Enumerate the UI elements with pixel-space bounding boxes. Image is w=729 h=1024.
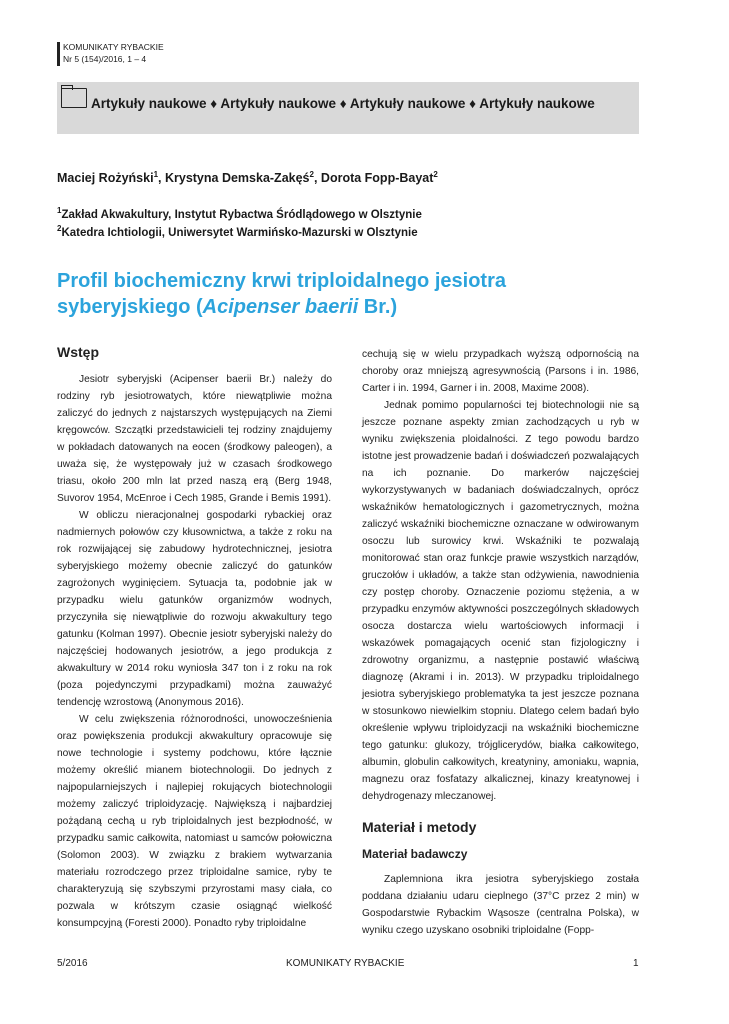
author-3-sup: 2 <box>433 170 438 179</box>
journal-issue: Nr 5 (154)/2016, 1 – 4 <box>63 53 147 64</box>
intro-paragraph-5: Jednak pomimo popularności tej biotechnologii nie są jeszcze poznane aspekty zmian zachodzących u ryb w wyniku zwiększenia ploidalności. Z tego powodu bardzo istotne jest prowadzenie badań i doświadczeń pozwalających na ich poznanie. Do markerów najczęściej wykorzystywanych w badaniach doświadczalnych, oprócz wskaźników hematologicznych i gazometrycznych, można zaliczyć wskaźniki biochemiczne oznaczane w odwirowanym osoczu lub surowicy krwi. Wskaźniki te pozwalają monitorować stan oraz funkcje prawie wszystkich narządów, gruczołów i układów, a także stan odżywienia, nawodnienia czy postęp choroby. Oznaczenie poziomu stężenia, a w przypadku enzymów aktywności poszczególnych składowych osocza dostarcza wielu wartościowych informacji i wskazówek pomagających ocenić stan fizjologiczny i zdrowotny organizmu, a następnie postawić właściwą diagnozę (Akrami i in. 2013). W przypadku triploidalnego jesiotra syberyjskiego problematyka ta jest jeszcze poznana w stosunkowo niewielkim stopniu. Dlatego celem badań było określenie wpływu triploidyzacji na wskaźniki biochemiczne tego gatunku: glukozy, trójglicerydów, białka całkowitego, albumin, globulin całkowitych, kreatyniny, amoniaku, wapnia, magnezu oraz fosfatazy alkalicznej, kinazy kreatynowej i dehydrogenazy mleczanowej. <box>362 400 639 802</box>
intro-paragraph-2: W obliczu nieracjonalnej gospodarki rybackiej oraz nadmiernych połowów czy kłusownictwa, a także z roku na rok rozwijającej się zabudowy hydrotechnicznej, jesiotra syberyjskiego możemy obecnie zaliczyć do gatunków zagrożonych wyginięciem. Sytuacja ta, podobnie jak w przypadku wielu gatunków organizmów wodnych, przyczyniła się niewątpliwie do rozwoju akwakultury tego gatunku (Kolman 1997). Obecnie jesiotr syberyjski należy do najczęściej hodowanych jesiotrów, a jego produkcja z akwakultury w 2014 roku wyniosła 347 ton i z roku na rok (poza pojedynczymi przypadkami) można zauważyć tendencję wzrostową (Anonymous 2016). <box>57 510 332 708</box>
heading-intro: Wstęp <box>57 344 99 360</box>
title-species: Acipenser baerii <box>202 296 359 318</box>
affiliation-2-num: 2 <box>57 224 62 233</box>
author-1: Maciej Rożyński <box>57 171 154 186</box>
intro-paragraph-4: cechują się w wielu przypadkach wyższą odpornością na choroby oraz mniejszą agresywnością (Parsons i in. 1986, Carter i in. 1994, Garner i in. 2008, Maxime 2008). <box>362 349 639 394</box>
journal-header <box>63 42 164 65</box>
article-title <box>57 268 657 320</box>
title-line-2a: syberyjskiego ( <box>57 296 203 318</box>
title-line-1: Profil biochemiczny krwi triploidalnego jesiotra <box>57 270 506 292</box>
authors <box>57 170 438 185</box>
left-column <box>57 344 332 932</box>
footer-issue: 5/2016 <box>57 958 88 969</box>
author-1-sup: 1 <box>153 170 159 179</box>
author-2: , Krystyna Demska-Zakęś <box>158 171 310 186</box>
intro-paragraph-3: W celu zwiększenia różnorodności, unowocześnienia oraz powiększenia produkcji akwakultury opracowuje się nowe technologie i systemy podchowu, które łącznie możemy określić mianem biotechnologii. Do jednych z najpopularniejszych i najlepiej rokujących biotechnologii możemy zaliczyć triploidyzację. Największą i najbardziej pożądaną cechą u ryb triploidalnych jest bezpłodność, w przypadku samic całkowita, natomiast u samców połowiczna (Solomon 2003). W związku z brakiem wytwarzania materiału rozrodczego przez triploidalne samice, ryby te charakteryzują się szybszymi przyrostami masy ciała, co pozwala w krótszym czasie osiągnąć wielkość konsumpcyjną (Foresti 2000). Ponadto ryby triploidalne <box>57 714 332 929</box>
affiliation-2 <box>57 224 418 239</box>
intro-paragraph-1: Jesiotr syberyjski (Acipenser baerii Br.) należy do rodziny ryb jesiotrowatych, które niewątpliwie można zaliczyć do jednych z najstarszych występujących na Ziemi kręgowców. Szczątki przedstawicieli tej rodziny znajdujemy w pokładach datowanych na eocen (środkowy paleogen), a uważa się, że występowały już w czasach środkowego triasu, około 200 mln lat przed naszą erą (Berg 1948, Suvorov 1954, McEnroe i Cech 1985, Grande i Bemis 1991). <box>57 374 332 504</box>
title-line-2c: Br.) <box>358 296 398 318</box>
right-column <box>362 346 639 939</box>
affiliation-1 <box>57 206 422 221</box>
footer-journal: KOMUNIKATY RYBACKIE <box>286 958 405 969</box>
heading-methods: Materiał i metody <box>362 819 477 835</box>
banner-text: Artykuły naukowe ♦ Artykuły naukowe ♦ Artykuły naukowe ♦ Artykuły naukowe <box>91 96 595 111</box>
subheading-material: Materiał badawczy <box>362 847 468 861</box>
affiliation-1-text: Zakład Akwakultury, Instytut Rybactwa Śródlądowego w Olsztynie <box>61 208 422 221</box>
page-number: 1 <box>633 958 639 969</box>
section-banner <box>57 82 639 134</box>
author-2-sup: 2 <box>309 170 314 179</box>
author-3: , Dorota Fopp-Bayat <box>313 171 434 186</box>
folder-icon <box>61 88 87 108</box>
methods-paragraph-1: Zaplemniona ikra jesiotra syberyjskiego została poddana działaniu udaru cieplnego (37°C przez 2 min) w Gospodarstwie Rybackim Wąsosze (centralna Polska), w wyniku czego uzyskano osobniki triploidalne (Fopp- <box>362 874 639 936</box>
affiliation-1-num: 1 <box>57 206 62 215</box>
affiliation-2-text: Katedra Ichtiologii, Uniwersytet Warmińsko-Mazurski w Olsztynie <box>61 226 418 239</box>
journal-name: KOMUNIKATY RYBACKIE <box>63 42 164 52</box>
journal-marker <box>57 42 60 66</box>
